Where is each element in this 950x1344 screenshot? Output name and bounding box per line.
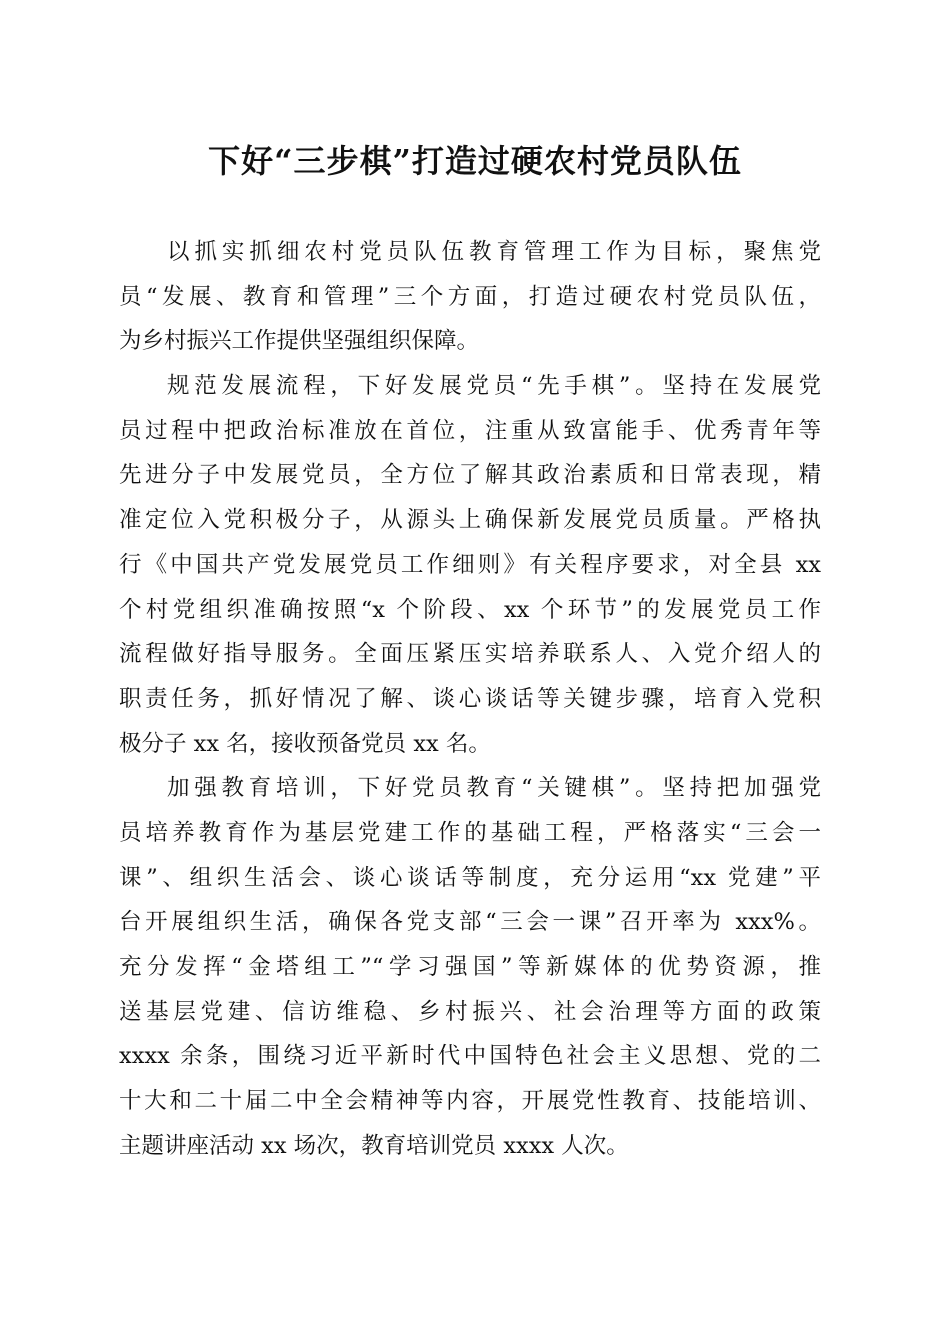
text-line: 职责任务，抓好情况了解、谈心谈话等关键步骤，培育入党积 bbox=[119, 685, 821, 712]
text-line: 以抓实抓细农村党员队伍教育管理工作为目标，聚焦党 bbox=[167, 239, 821, 265]
text-line: 规范发展流程，下好发展党员“先手棋”。坚持在发展党 bbox=[167, 373, 821, 400]
text-line: 员“发展、教育和管理”三个方面，打造过硬农村党员队伍， bbox=[119, 283, 821, 310]
text-line: 充分发挥“金塔组工”“学习强国”等新媒体的优势资源，推 bbox=[119, 954, 821, 980]
text-line: 个村党组织准确按照“x 个阶段、xx 个环节”的发展党员工作 bbox=[119, 596, 821, 623]
text-line: 台开展组织生活，确保各党支部“三会一课”召开率为 xxx%。 bbox=[119, 909, 821, 936]
text-line: 流程做好指导服务。全面压紧压实培养联系人、入党介绍人的 bbox=[119, 641, 821, 668]
text-line: 送基层党建、信访维稳、乡村振兴、社会治理等方面的政策 bbox=[119, 998, 821, 1025]
paragraph-intro bbox=[119, 230, 821, 364]
text-line: 行《中国共产党发展党员工作细则》有关程序要求，对全县 xx bbox=[119, 551, 821, 578]
text-line: 先进分子中发展党员，全方位了解其政治素质和日常表现，精 bbox=[119, 462, 821, 489]
text-line: 为乡村振兴工作提供坚强组织保障。 bbox=[119, 328, 480, 355]
paragraph-development bbox=[119, 364, 821, 766]
text-line: 课”、组织生活会、谈心谈话等制度，充分运用“xx 党建”平 bbox=[119, 864, 821, 891]
text-line: 员培养教育作为基层党建工作的基础工程，严格落实“三会一 bbox=[119, 819, 821, 846]
text-line: 十大和二十届二中全会精神等内容，开展党性教育、技能培训、 bbox=[119, 1088, 821, 1115]
text-line: 加强教育培训，下好党员教育“关键棋”。坚持把加强党 bbox=[167, 775, 821, 802]
text-line: 极分子 xx 名，接收预备党员 xx 名。 bbox=[119, 730, 491, 757]
text-line: xxxx 余条，围绕习近平新时代中国特色社会主义思想、党的二 bbox=[119, 1043, 821, 1070]
document-body bbox=[119, 230, 821, 1168]
paragraph-education bbox=[119, 766, 821, 1168]
text-line: 主题讲座活动 xx 场次，教育培训党员 xxxx 人次。 bbox=[119, 1132, 629, 1159]
text-line: 员过程中把政治标准放在首位，注重从致富能手、优秀青年等 bbox=[119, 417, 821, 444]
text-line: 准定位入党积极分子，从源头上确保新发展党员质量。严格执 bbox=[119, 507, 821, 534]
document-title: 下好“三步棋”打造过硬农村党员队伍 bbox=[208, 142, 742, 180]
